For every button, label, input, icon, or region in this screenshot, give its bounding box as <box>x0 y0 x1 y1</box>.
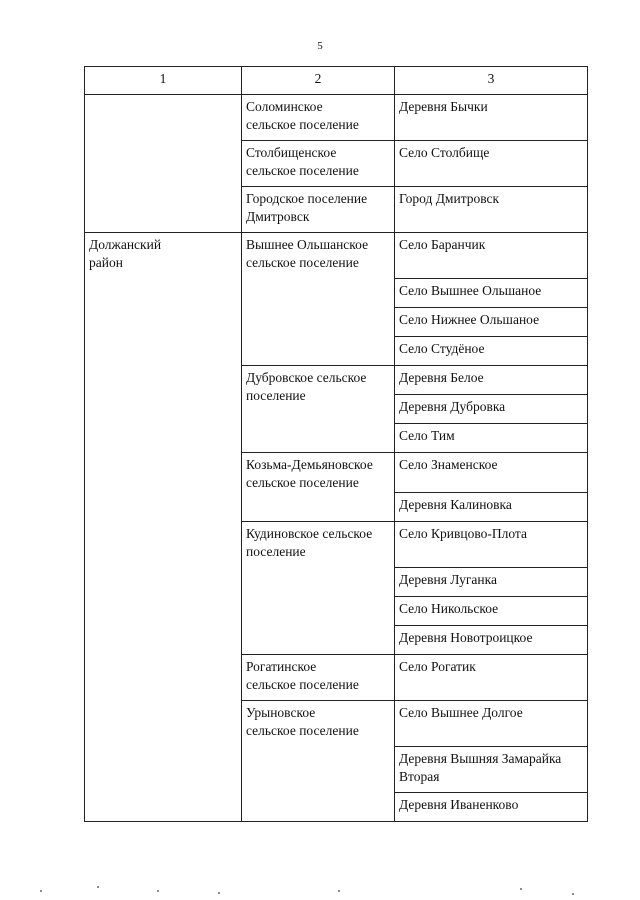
scan-speck <box>40 890 42 892</box>
table-header-row <box>85 67 588 95</box>
locality-cell: Село Вышнее Долгое <box>395 701 588 747</box>
column-header-2: 2 <box>242 67 395 95</box>
scan-speck <box>520 888 522 890</box>
locality-cell: Город Дмитровск <box>395 187 588 233</box>
locality-cell: Село Столбище <box>395 141 588 187</box>
district-cell <box>85 95 242 233</box>
column-header-1: 1 <box>85 67 242 95</box>
scan-speck <box>157 890 159 892</box>
locality-cell: Село Баранчик <box>395 233 588 279</box>
locality-cell: Деревня Бычки <box>395 95 588 141</box>
table-row <box>85 95 588 141</box>
settlements-table <box>84 66 588 822</box>
district-cell: Должанский район <box>85 233 242 822</box>
locality-cell: Деревня Дубровка <box>395 395 588 424</box>
locality-cell: Село Рогатик <box>395 655 588 701</box>
locality-cell: Село Студёное <box>395 337 588 366</box>
settlement-cell: Вышнее Ольшанское сельское поселение <box>242 233 395 366</box>
locality-cell: Село Никольское <box>395 597 588 626</box>
column-header-3: 3 <box>395 67 588 95</box>
settlement-cell: Дубровское сельское поселение <box>242 366 395 453</box>
settlement-cell: Козьма-Демьяновское сельское поселение <box>242 453 395 522</box>
settlement-cell: Соломинское сельское поселение <box>242 95 395 141</box>
locality-cell: Село Вышнее Ольшаное <box>395 279 588 308</box>
settlement-cell: Столбищенское сельское поселение <box>242 141 395 187</box>
locality-cell: Деревня Новотроицкое <box>395 626 588 655</box>
scan-speck <box>572 893 574 895</box>
locality-cell: Деревня Иваненково <box>395 793 588 822</box>
locality-cell: Деревня Калиновка <box>395 493 588 522</box>
scan-speck <box>97 886 99 888</box>
locality-cell: Село Кривцово-Плота <box>395 522 588 568</box>
locality-cell: Деревня Вышняя Замарайка Вторая <box>395 747 588 793</box>
locality-cell: Село Нижнее Ольшаное <box>395 308 588 337</box>
settlement-cell: Урыновское сельское поселение <box>242 701 395 822</box>
scan-speck <box>338 890 340 892</box>
settlement-cell: Рогатинское сельское поселение <box>242 655 395 701</box>
settlement-cell: Городское поселение Дмитровск <box>242 187 395 233</box>
locality-cell: Село Тим <box>395 424 588 453</box>
table-row <box>85 233 588 279</box>
page-number: 5 <box>317 40 323 52</box>
settlement-cell: Кудиновское сельское поселение <box>242 522 395 655</box>
locality-cell: Село Знаменское <box>395 453 588 493</box>
scan-speck <box>218 892 220 894</box>
locality-cell: Деревня Белое <box>395 366 588 395</box>
locality-cell: Деревня Луганка <box>395 568 588 597</box>
